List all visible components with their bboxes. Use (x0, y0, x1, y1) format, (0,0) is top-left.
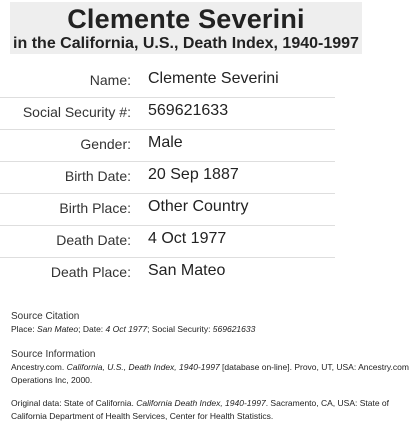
source-citation (11, 310, 416, 336)
field-label: Gender: (80, 136, 131, 152)
field-row-ssn (0, 98, 420, 130)
field-value: Male (148, 134, 183, 151)
source-suffix: [database on-line]. Provo, UT, USA: Ancestry.com (219, 362, 409, 372)
field-row-birth-date (0, 162, 420, 194)
source-information-text (11, 361, 416, 374)
record-fields (0, 66, 420, 290)
source-information (11, 348, 416, 387)
field-row-birth-place (0, 194, 420, 226)
field-label: Name: (89, 72, 131, 88)
date-label: ; Date: (78, 324, 106, 334)
field-label: Birth Date: (64, 168, 131, 184)
field-row-death-place (0, 258, 420, 290)
citation-place: San Mateo (37, 324, 79, 334)
field-value: 569621633 (148, 102, 229, 119)
person-name-title: Clemente Severini (67, 4, 305, 34)
field-value: 4 Oct 1977 (148, 230, 227, 247)
field-value: Clemente Severini (148, 70, 279, 87)
citation-date: 4 Oct 1977 (105, 324, 148, 334)
field-row-gender (0, 130, 420, 162)
source-section (11, 310, 416, 433)
source-citation-text (11, 323, 416, 336)
field-value: 20 Sep 1887 (148, 166, 239, 183)
field-label: Death Date: (56, 232, 131, 248)
field-label: Social Security #: (22, 104, 131, 120)
field-row-death-date (0, 226, 420, 258)
original-title: California Death Index, 1940-1997 (136, 398, 266, 408)
source-information-heading: Source Information (11, 349, 96, 360)
source-citation-heading: Source Citation (11, 311, 80, 322)
field-row-name (0, 66, 420, 98)
field-value: San Mateo (148, 262, 226, 279)
database-title: California, U.S., Death Index, 1940-1997 (66, 362, 220, 372)
collection-subtitle: in the California, U.S., Death Index, 1940-1997 (13, 35, 359, 52)
place-label: Place: (11, 324, 37, 334)
source-prefix: Ancestry.com. (11, 362, 67, 372)
field-label: Death Place: (50, 264, 131, 280)
ss-label: ; Social Security: (147, 324, 213, 334)
original-suffix: . Sacramento, CA, USA: State of (265, 398, 390, 408)
citation-ss: 569621633 (212, 324, 256, 334)
original-prefix: Original data: State of California. (11, 398, 137, 408)
record-header (10, 2, 362, 54)
original-data-line2: California Department of Health Services, Center for Health Statistics. (11, 411, 274, 421)
source-information-line2: Operations Inc, 2000. (11, 375, 93, 385)
original-data-text (11, 397, 416, 410)
field-value: Other Country (148, 198, 249, 215)
original-data (11, 397, 416, 423)
field-label: Birth Place: (59, 200, 131, 216)
